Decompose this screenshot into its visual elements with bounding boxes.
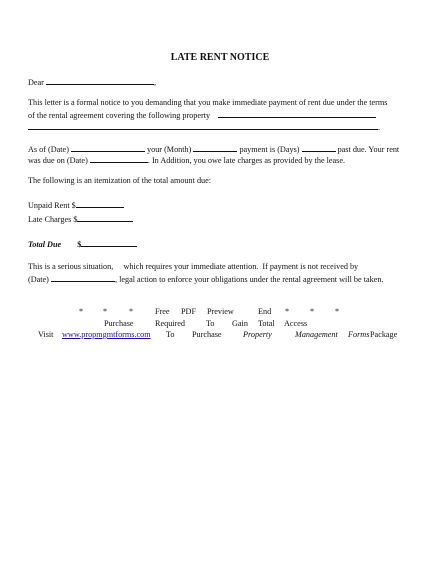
document-page: LATE RENT NOTICE Dear , This letter is a formal notice to you demanding that you make immediate payment of rent due under the terms of the rental agreement covering the following property . As of (Date) your (Month) payment is (Days) past due. Your rent was due on (Date) . In Addition, you owe late charges as provided by the lease. The following is an itemization of the total amount due: Unpaid Rent $ Late Charges $ Total Due $ This is a serious situation, which requires your immediate attention. If payment is not received by (Date) , legal action to enforce your obligations under the rental agreement will be taken. * * * Free PDF Preview End * * * Purchase Required To Gain Total Access Visit www.propmgmtforms.com To Purchase Property Management Forms Package (0, 0, 440, 569)
payment-date-blank (51, 273, 115, 282)
paragraph-4-line-2: (Date) , legal action to enforce your obligations under the rental agreement will be taken. (28, 275, 384, 284)
days-blank (302, 143, 336, 152)
salutation: Dear , (28, 78, 157, 87)
unpaid-rent-blank (76, 199, 124, 208)
paragraph-1-line-2: of the rental agreement covering the following property (28, 109, 376, 121)
paragraph-2-line-1: As of (Date) your (Month) payment is (Days) past due. Your rent (28, 145, 400, 154)
paragraph-2-line-2: was due on (Date) . In Addition, you owe late charges as provided by the lease. (28, 156, 346, 165)
recipient-blank (46, 76, 154, 85)
unpaid-rent-line: Unpaid Rent $ (28, 199, 124, 211)
late-charges-blank (77, 213, 133, 222)
total-due-line: Total Due $ (28, 238, 137, 250)
paragraph-4-line-1: This is a serious situation, which requires your immediate attention. If payment is not received by (28, 262, 359, 271)
paragraph-1-line-1: This letter is a formal notice to you demanding that you make immediate payment of rent due under the terms (28, 98, 388, 107)
paragraph-3: The following is an itemization of the total amount due: (28, 176, 212, 185)
property-blank-2 (28, 121, 378, 130)
property-blank (218, 109, 376, 118)
due-date-blank (90, 154, 148, 163)
as-of-date-blank (71, 143, 145, 152)
propmgmtforms-link[interactable]: www.propmgmtforms.com (62, 330, 151, 339)
month-blank (193, 143, 237, 152)
total-due-blank (81, 238, 137, 247)
paragraph-1-line-3: . (28, 121, 380, 133)
document-title: LATE RENT NOTICE (170, 52, 270, 63)
late-charges-line: Late Charges $ (28, 213, 133, 225)
